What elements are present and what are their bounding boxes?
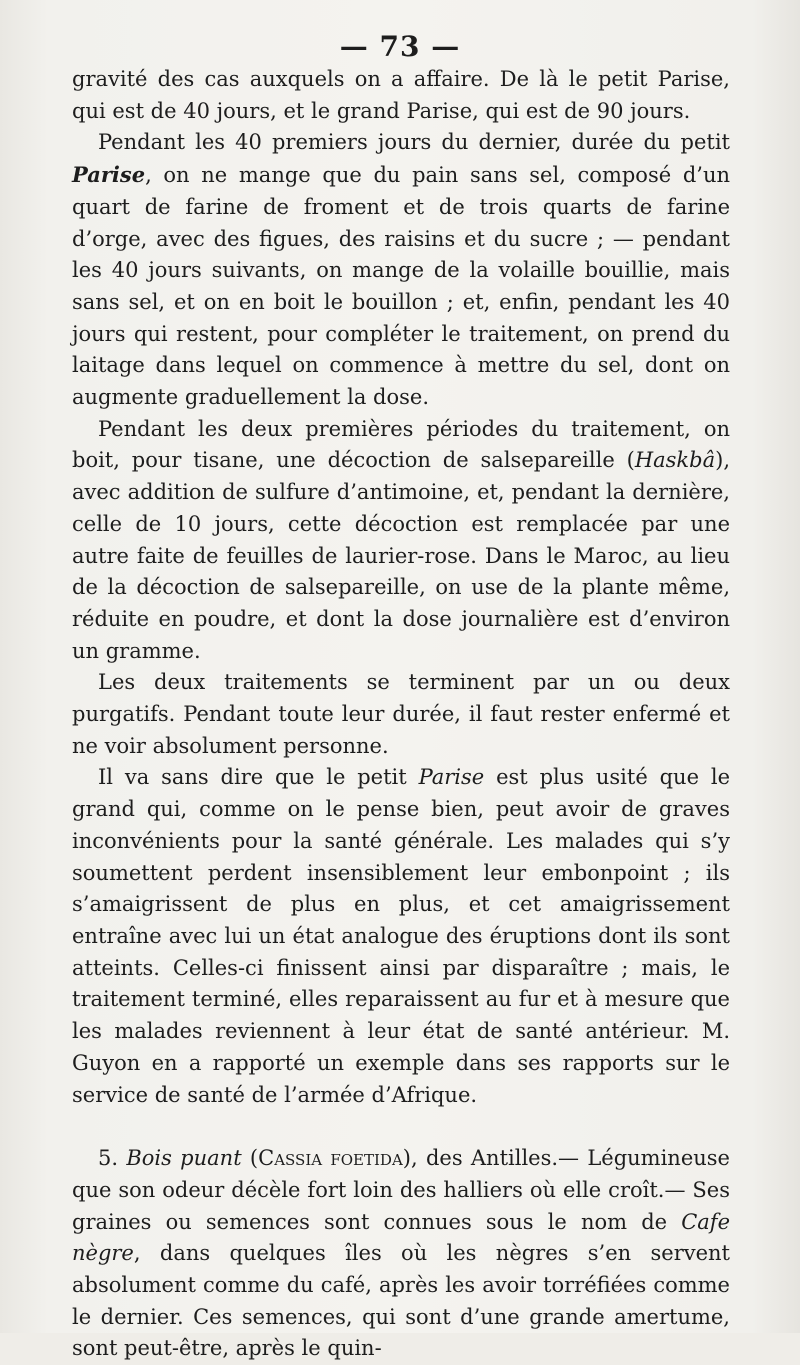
p5-italic-parise: Parise xyxy=(418,765,485,790)
page-number: — 73 — xyxy=(339,30,461,63)
p6-text-b: , dans quelques îles où les nègres s’en servent absolument comme du café, après les avoir torréfiées comme le dernier. Ces semences, qui sont d’une grande amertume, sont peut-être, après le quin- xyxy=(72,1241,730,1361)
p3-italic-haskba: Haskbâ xyxy=(634,448,716,473)
paragraph-1: gravité des cas auxquels on a affaire. De là le petit Parise, qui est de 40 jours, et le grand Parise, qui est de 90 jours. xyxy=(72,67,730,123)
paragraph-4: Les deux traitements se terminent par un ou deux purgatifs. Pendant toute leur durée, il faut rester enfermé et ne voir absolument personne. xyxy=(72,670,730,758)
section-title: Bois puant xyxy=(126,1146,242,1171)
p2-italic-parise: Parise xyxy=(72,162,146,188)
p2-text-a: Pendant les 40 premiers jours du dernier, durée du petit xyxy=(98,130,730,155)
section-number: 5. xyxy=(98,1146,119,1171)
latin-name: Cassia foetida xyxy=(258,1146,403,1171)
paragraph-6: 5. Bois puant (Cassia foetida), des Antilles.— Légumineuse que son odeur décèle fort loin des halliers où elle croît.— Ses graines ou semences sont connues sous le nom de Cafe nègre, dans quelques îles où les nègres s’en servent absolument comme du café, après les avoir torréfiées comme le dernier. Ces semences, qui sont d’une grande amertume, sont peut-être, après le quin- xyxy=(72,1146,730,1361)
paragraph-5 xyxy=(72,762,730,1111)
p5-text-b: est plus usité que le grand qui, comme on le pense bien, peut avoir de graves inconvénients pour la santé générale. Les malades qui s’y soumettent perdent insensiblement leur embonpoint ; ils s’amaigrissent de plus en plus, et cet amaigrissement entraîne avec lui un état analogue des éruptions dont ils sont atteints. Celles-ci finissent ainsi par disparaître ; mais, le traitement terminé, elles reparaissent au fur et à mesure que les malades reviennent à leur état de santé antérieur. M. Guyon en a rapporté un exemple dans ses rapports sur le service de santé de l’armée d’Afrique. xyxy=(72,765,730,1107)
p5-text-a: Il va sans dire que le petit xyxy=(98,765,419,790)
p6-text-a: , des Antilles.— Légumineuse que son odeur décèle fort loin des halliers où elle croît.— Ses graines ou semences sont connues sous le nom de xyxy=(72,1146,730,1234)
p3-text-b: ), avec addition de sulfure d’antimoine, et, pendant la dernière, celle de 10 jours, cette décoction est remplacée par une autre faite de feuilles de laurier-rose. Dans le Maroc, au lieu de la décoction de salsepareille, on use de la plante même, réduite en poudre, et dont la dose journalière est d’environ un gramme. xyxy=(72,448,730,663)
paragraph-3 xyxy=(72,414,730,668)
p3-text-a: Pendant les deux premières périodes du traitement, on boit, pour tisane, une décoction de salsepareille ( xyxy=(72,416,730,473)
paragraph-2 xyxy=(72,127,730,413)
p2-text-b: , on ne mange que du pain sans sel, composé d’un quart de farine de froment et de trois quarts de farine d’orge, avec des figues, des raisins et du sucre ; — pendant les 40 jours suivants, on mange de la volaille bouillie, mais sans sel, et on en boit le bouillon ; et, enfin, pendant les 40 jours qui restent, pour compléter le traitement, on prend du laitage dans lequel on commence à mettre du sel, dont on augmente graduellement la dose. xyxy=(72,163,730,410)
body-text xyxy=(72,64,730,1365)
p6-italic-cafe-negre: Cafe nègre xyxy=(72,1209,730,1266)
